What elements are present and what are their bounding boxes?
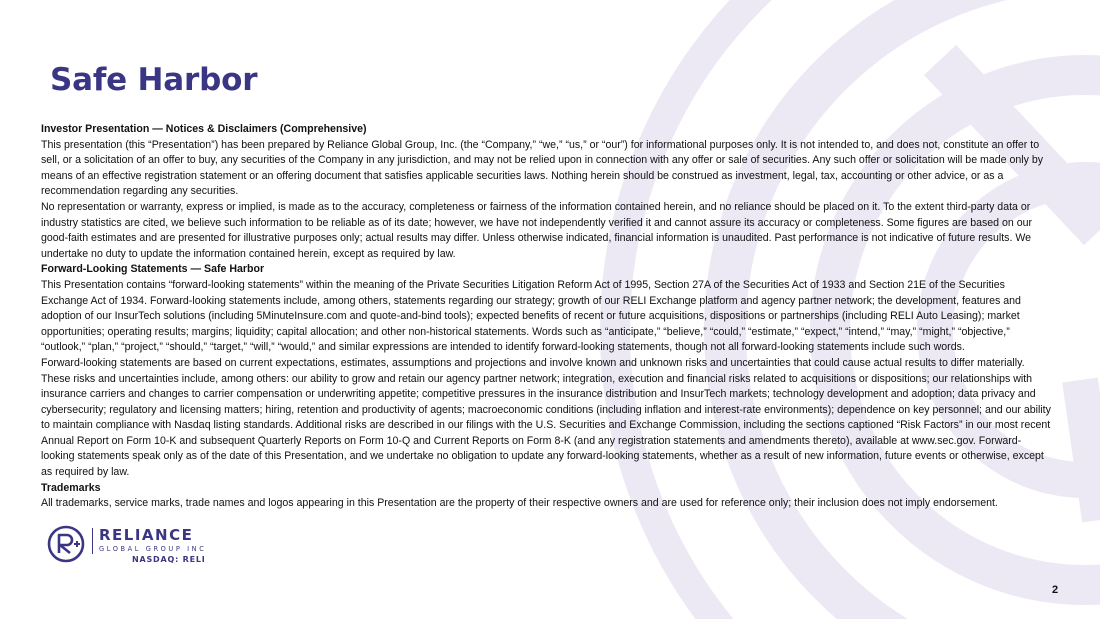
trademarks-paragraph: All trademarks, service marks, trade names and logos appearing in this Presentation are the property of their respective owners and are used for reference only; their inclusion does not imply endorsement. [41,497,998,510]
company-logo [46,522,221,570]
disclaimer-body [41,122,1051,512]
notices-paragraph-1: This presentation (this “Presentation”) has been prepared by Reliance Global Group, Inc. (the “Company,” “we,” “us,” or “our”) for informational purposes only. It is not intended to, and does not, constitute an offer to sell, or a solicitation of an offer to buy, any securities of the Company in any jurisdiction, and may not be relied upon in connection with any offer or sale of securities. Any such offer or solicitation will be made only by means of an effective registration statement or an offering document that satisfies applicable securities laws. Nothing herein should be construed as investment, legal, tax, accounting or other advice, or as a recommendation regarding any securities. [41,138,1044,198]
section-heading-trademarks: Trademarks [41,481,101,494]
section-heading-forward-looking: Forward-Looking Statements — Safe Harbor [41,263,265,276]
page-title: Safe Harbor [50,62,258,98]
logo-subtitle: GLOBAL GROUP INC [99,545,207,553]
forward-looking-paragraph-1: This Presentation contains “forward-looking statements” within the meaning of the Private Securities Litigation Reform Act of 1995, Section 27A of the Securities Act of 1933 and Section 21E of the Securities Exchange Act of 1934. Forward-looking statements include, among others, statements regarding our strategy; growth of our RELI Exchange platform and agency partner network; the development, features and adoption of our InsurTech solutions (including 5MinuteInsure.com and quote-and-bind tools); expected benefits of recent or future acquisitions, dispositions or partnerships (including RELI Auto Leasing); market opportunities; operating results; margins; liquidity; capital allocation; and other non-historical statements. Words such as “anticipate,” “believe,” “could,” “estimate,” “expect,” “intend,” “may,” “might,” “objective,” “outlook,” “plan,” “project,” “should,” “target,” “will,” “would,” and similar expressions are intended to identify forward-looking statements, though not all forward-looking statements include such words. [41,278,1021,354]
section-heading-notices: Investor Presentation — Notices & Disclaimers (Comprehensive) [41,123,367,135]
notices-paragraph-2: No representation or warranty, express or implied, is made as to the accuracy, completeness or fairness of the information contained herein, and no reliance should be placed on it. To the extent third-party data or industry statistics are cited, we believe such information to be reliable as of its date; however, we have not independently verified it and cannot assure its accuracy or completeness. Some figures are based on our good-faith estimates and are presented for illustrative purposes only; actual results may differ. Unless otherwise indicated, financial information is unaudited. Past performance is not indicative of future results. We undertake no duty to update the information contained herein, except as required by law. [41,200,1033,260]
forward-looking-paragraph-2: Forward-looking statements are based on current expectations, estimates, assumptions and projections and involve known and unknown risks and uncertainties that could cause actual results to differ materially. These risks and uncertainties include, among others: our ability to grow and retain our agency partner network; integration, execution and financial risks related to acquisitions or dispositions; our relationships with insurance carriers and changes to carrier compensation or underwriting appetite; competitive pressures in the insurance distribution and InsurTech markets; technology development and adoption; data privacy and cybersecurity; regulatory and licensing matters; hiring, retention and productivity of agents; macroeconomic conditions (including inflation and interest-rate environments); dependence on key personnel; and our ability to maintain compliance with Nasdaq listing standards. Additional risks are described in our filings with the U.S. Securities and Exchange Commission, including the sections captioned “Risk Factors” in our most recent Annual Report on Form 10-K and subsequent Quarterly Reports on Form 10-Q and Current Reports on Form 8-K (and any registration statements and amendments thereto), available at www.sec.gov. Forward-looking statements speak only as of the date of this Presentation, and we undertake no obligation to update any forward-looking statements, whether as a result of new information, future events or otherwise, except as required by law. [41,356,1051,479]
logo-mark-icon [46,524,86,564]
logo-ticker: NASDAQ: RELI [132,555,206,564]
logo-divider [92,528,93,554]
page-number: 2 [1052,584,1059,596]
logo-company-name: RELIANCE [99,526,194,544]
